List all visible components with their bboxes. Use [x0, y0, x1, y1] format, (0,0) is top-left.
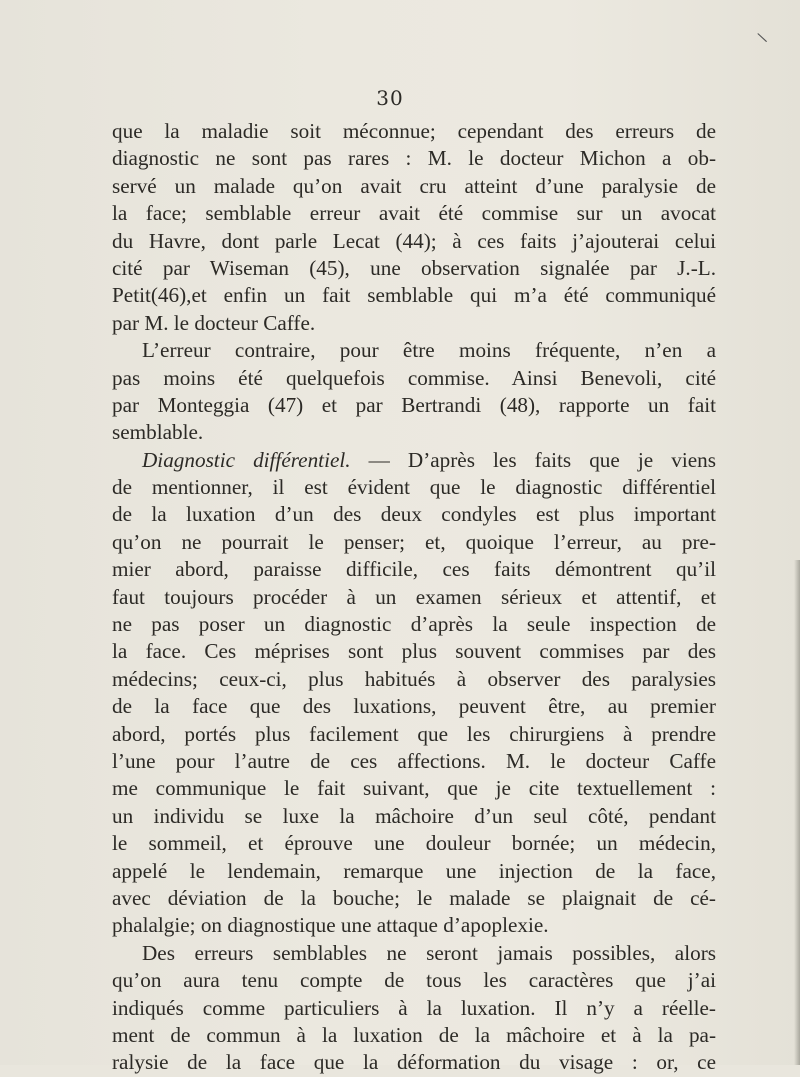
- text-line: [112, 995, 716, 1022]
- text-line-content: diagnostic ne sont pas rares : M. le docteur Michon a ob-: [112, 146, 716, 171]
- text-line: [112, 228, 716, 255]
- text-line: [112, 666, 716, 693]
- text-line: [112, 118, 716, 145]
- text-line: [112, 173, 716, 200]
- text-line: [112, 940, 716, 967]
- text-line: [112, 529, 716, 556]
- text-line-content: qu’on ne pourrait le penser; et, quoique l’erreur, au pre-: [112, 529, 716, 554]
- text-line: [112, 912, 716, 939]
- text-line-content: semblable.: [112, 420, 204, 445]
- text-line: [112, 638, 716, 665]
- corner-mark: \: [756, 29, 769, 47]
- text-line: [112, 419, 716, 446]
- text-line: [112, 474, 716, 501]
- text-line: [112, 1049, 716, 1076]
- text-line-content: pas moins été quelquefois commise. Ainsi Benevoli, cité: [112, 365, 716, 390]
- text-line-content: le sommeil, et éprouve une douleur bornée; un médecin,: [112, 831, 716, 856]
- text-line-content: par M. le docteur Caffe.: [112, 310, 316, 335]
- text-line-content: phalalgie; on diagnostique une attaque d’apoplexie.: [112, 913, 549, 938]
- text-line: [112, 1022, 716, 1049]
- text-line-content: ment de commun à la luxation de la mâchoire et à la pa-: [112, 1022, 716, 1047]
- text-line-content: la face; semblable erreur avait été commise sur un avocat: [112, 201, 716, 226]
- text-line-content: Des erreurs semblables ne seront jamais possibles, alors: [142, 940, 716, 965]
- page-number: 30: [376, 86, 404, 110]
- text-line: [112, 255, 716, 282]
- text-line-content: du Havre, dont parle Lecat (44); à ces faits j’ajouterai celui: [112, 228, 716, 253]
- text-line-content: abord, portés plus facilement que les chirurgiens à prendre: [112, 721, 716, 746]
- text-line-content: faut toujours procéder à un examen sérieux et attentif, et: [112, 584, 716, 609]
- text-line-content: qu’on aura tenu compte de tous les caractères que j’ai: [112, 968, 716, 993]
- text-line: [112, 885, 716, 912]
- text-line: [112, 775, 716, 802]
- text-line-content: de la face que des luxations, peuvent être, au premier: [112, 694, 716, 719]
- text-line-content: l’une pour l’autre de ces affections. M. le docteur Caffe: [112, 748, 716, 773]
- page-edge-shadow: [794, 560, 800, 1065]
- text-line-content: de la luxation d’un des deux condyles est plus important: [112, 502, 716, 527]
- text-line-content: cité par Wiseman (45), une observation signalée par J.-L.: [112, 255, 716, 280]
- text-line-content: un individu se luxe la mâchoire d’un seul côté, pendant: [112, 803, 716, 828]
- text-line-content: indiqués comme particuliers à la luxation. Il n’y a réelle-: [112, 995, 716, 1020]
- text-line: [112, 200, 716, 227]
- text-line: [112, 556, 716, 583]
- text-line: [112, 337, 716, 364]
- text-line: [112, 803, 716, 830]
- text-line-content: que la maladie soit méconnue; cependant des erreurs de: [112, 119, 716, 143]
- text-line-content: la face. Ces méprises sont plus souvent commises par des: [112, 639, 716, 664]
- text-line: [112, 145, 716, 172]
- text-line: [112, 830, 716, 857]
- text-line: [112, 858, 716, 885]
- text-line-content: par Monteggia (47) et par Bertrandi (48), rapporte un fait: [112, 392, 716, 417]
- text-line-content: appelé le lendemain, remarque une injection de la face,: [112, 858, 716, 883]
- section-heading: Diagnostic différentiel.: [142, 447, 351, 472]
- text-line: [112, 447, 716, 474]
- text-line: [112, 967, 716, 994]
- text-line-content: avec déviation de la bouche; le malade se plaignait de cé-: [112, 885, 716, 910]
- text-line: [112, 693, 716, 720]
- text-line-content: — D’après les faits que je viens: [350, 447, 716, 472]
- text-line-content: me communique le fait suivant, que je cite textuellement :: [112, 776, 716, 801]
- body-text: [112, 118, 716, 1077]
- text-line-content: médecins; ceux-ci, plus habitués à observer des paralysies: [112, 666, 716, 691]
- text-line: [112, 748, 716, 775]
- text-line: [112, 584, 716, 611]
- text-line-content: ralysie de la face que la déformation du visage : or, ce: [112, 1050, 716, 1075]
- text-line-content: Petit(46),et enfin un fait semblable qui m’a été communiqué: [112, 283, 716, 308]
- text-line: [112, 611, 716, 638]
- text-line-content: L’erreur contraire, pour être moins fréquente, n’en a: [142, 338, 716, 363]
- text-line: [112, 392, 716, 419]
- text-line-content: de mentionner, il est évident que le diagnostic différentiel: [112, 475, 716, 500]
- text-line: [112, 282, 716, 309]
- text-line-content: ne pas poser un diagnostic d’après la seule inspection de: [112, 612, 716, 637]
- text-line: [112, 501, 716, 528]
- text-line: [112, 310, 716, 337]
- text-line: [112, 365, 716, 392]
- text-line: [112, 721, 716, 748]
- text-line-content: mier abord, paraisse difficile, ces faits démontrent qu’il: [112, 557, 716, 582]
- text-line-content: servé un malade qu’on avait cru atteint d’une paralysie de: [112, 173, 716, 198]
